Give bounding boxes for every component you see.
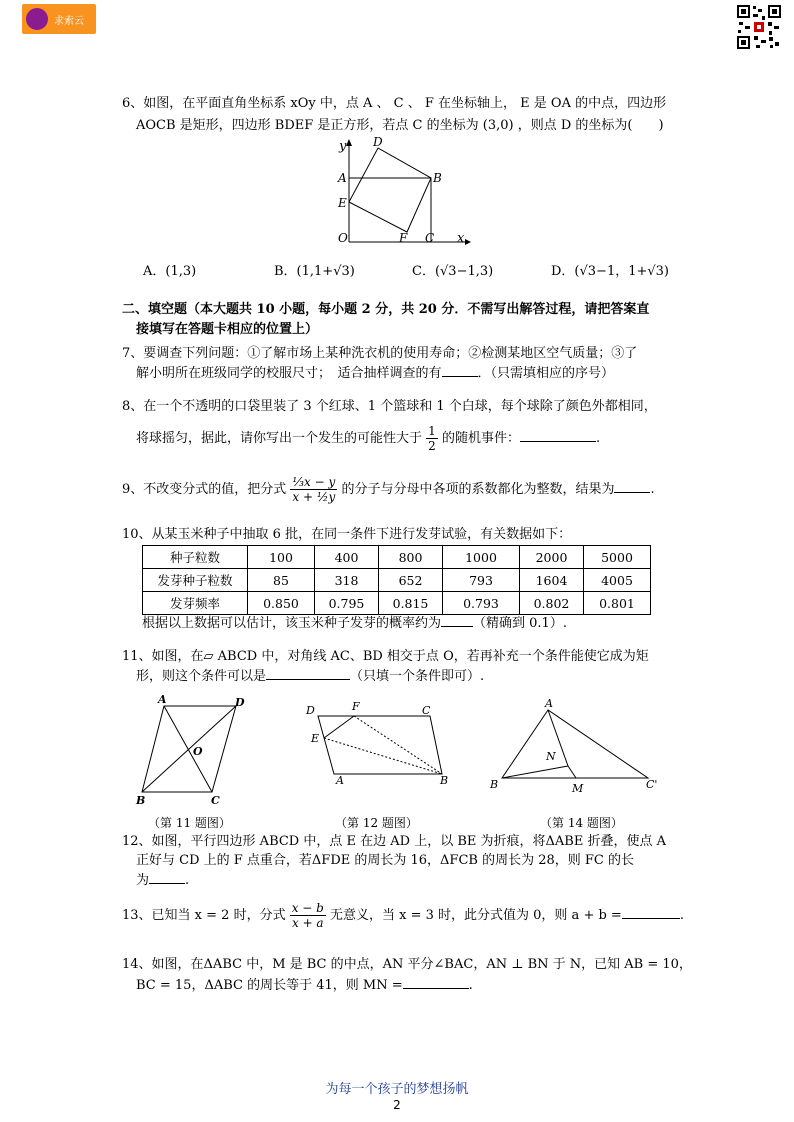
fig11-caption: （第 11 题图） — [148, 816, 231, 830]
svg-text:E: E — [311, 732, 320, 745]
svg-text:B: B — [490, 778, 499, 791]
q6-option-d: D．(√3−1，1+√3) — [551, 264, 670, 279]
q12-line2: 正好与 CD 上的 F 点重合，若ΔFDE 的周长为 16，ΔFCB 的周长为 28，则 FC 的长 — [136, 853, 634, 868]
q10-data-table — [142, 545, 651, 615]
q13-fraction: $\frac{x - b}{x + a}$ — [291, 901, 324, 930]
q14-line1: 14、如图，在ΔABC 中，M 是 BC 的中点，AN 平分∠BAC，AN ⊥ BN 于 N，已知 AB = 10， — [122, 957, 692, 972]
logo-flower-icon — [26, 8, 48, 30]
svg-text:B: B — [440, 774, 449, 787]
svg-text:N: N — [546, 750, 556, 763]
svg-text:B: B — [136, 794, 146, 807]
q7-answer-blank — [442, 364, 478, 377]
q11-line2: 形，则这个条件可以是 （只填一个条件即可）. — [136, 669, 485, 684]
section2-heading-line2: 接填写在答题卡相应的位置上） — [136, 322, 319, 337]
q10-after: 根据以上数据可以估计，该玉米种子发芽的概率约为 （精确到 0.1）. — [142, 616, 567, 631]
q9-line: 9、不改变分式的值，把分式 $\frac{\text{⅓x − y}}{\text{x + ½y}}$ 的分子与分母中各项的系数都化为整数，结果为 . — [122, 475, 655, 504]
table-row: 发芽种子粒数 85 318 652 793 1604 4005 — [143, 569, 651, 592]
footer-slogan: 为每一个孩子的梦想扬帆 — [325, 1082, 469, 1097]
fig6-label-d: D — [373, 135, 383, 149]
fig6-label-o: O — [338, 231, 348, 245]
q6-option-a: A．(1,3) — [143, 264, 197, 279]
svg-text:O: O — [193, 745, 203, 758]
table-row: 发芽频率 0.850 0.795 0.815 0.793 0.802 0.801 — [143, 592, 651, 615]
q7-line2: 解小明所在班级同学的校服尺寸； 适合抽样调查的有 ．（只需填相应的序号） — [136, 366, 615, 381]
fig12-caption: （第 12 题图） — [335, 816, 418, 830]
q8-answer-blank — [520, 429, 596, 442]
svg-text:F: F — [352, 700, 360, 713]
brand-logo — [22, 4, 96, 34]
svg-text:C: C — [211, 794, 220, 807]
q6-option-b: B．(1,1+√3) — [274, 264, 355, 279]
table-row: 种子粒数 100 400 800 1000 2000 5000 — [143, 546, 651, 569]
fig6-label-a: A — [338, 171, 347, 185]
q14-line2: BC = 15，ΔABC 的周长等于 41，则 MN = . — [136, 978, 473, 993]
fig6-label-b: B — [433, 171, 442, 185]
q9-answer-blank — [614, 480, 650, 493]
svg-text:C': C' — [646, 778, 658, 791]
svg-text:C: C — [422, 704, 431, 717]
svg-text:A: A — [545, 697, 553, 710]
q7-line1: 7、要调查下列问题：①了解市场上某种洗衣机的使用寿命；②检测某地区空气质量；③了 — [122, 346, 638, 361]
q13-answer-blank — [622, 906, 680, 919]
fig6-label-e: E — [338, 196, 347, 210]
fig14-caption: （第 14 题图） — [540, 816, 623, 830]
q12-line3: 为 . — [136, 873, 190, 888]
fig6-label-x: x — [457, 231, 465, 246]
q6-option-c: C．(√3−1,3) — [412, 264, 494, 279]
svg-text:M: M — [572, 782, 584, 795]
fig6-label-f: F — [399, 231, 408, 245]
fig6-label-c: C — [425, 231, 435, 245]
q6-line2: AOCB 是矩形，四边形 BDEF 是正方形，若点 C 的坐标为 (3,0) ，则点 D 的坐标为( ) — [136, 118, 664, 133]
svg-text:D: D — [235, 696, 245, 709]
svg-text:A: A — [336, 774, 344, 787]
q8-line1: 8、在一个不透明的口袋里装了 3 个红球、1 个篮球和 1 个白球，每个球除了颜色外都相同， — [122, 399, 657, 414]
q8-fraction: $\frac{1}{2}$ — [428, 424, 436, 453]
q11-answer-blank — [266, 667, 350, 680]
fig14-triangle — [488, 696, 668, 796]
q12-line1: 12、如图，平行四边形 ABCD 中，点 E 在边 AD 上，以 BE 为折痕，将ΔABE 折叠，使点 A — [122, 834, 666, 849]
q9-fraction: $\frac{\text{⅓x − y}}{\text{x + ½y}}$ — [292, 475, 336, 504]
section2-heading-line1: 二、填空题（本大题共 10 小题，每小题 2 分，共 20 分．不需写出解答过程，请把答案直 — [122, 302, 650, 317]
q10-line1: 10、从某玉米种子中抽取 6 批，在同一条件下进行发芽试验，有关数据如下： — [122, 527, 572, 542]
q8-line2: 将球摇匀，据此，请你写出一个发生的可能性大于 $\frac{1}{2}$ 的随机事件： . — [136, 424, 601, 453]
q6-line1: 6、如图，在平面直角坐标系 xOy 中，点 A 、 C 、 F 在坐标轴上， E 是 OA 的中点，四边形 — [122, 96, 667, 111]
q11-line1: 11、如图，在▱ ABCD 中，对角线 AC、BD 相交于点 O，若再补充一个条件能使它成为矩 — [122, 649, 649, 664]
logo-text: 求索云 — [54, 16, 84, 27]
fig12-parallelogram — [300, 698, 460, 788]
q6-figure — [325, 134, 475, 252]
q14-answer-blank — [403, 976, 469, 989]
svg-text:D: D — [306, 704, 315, 717]
fig6-label-y: y — [339, 139, 347, 154]
fig11-parallelogram — [130, 692, 250, 822]
q13-line: 13、已知当 x = 2 时，分式 $\frac{x - b}{x + a}$ 无意义，当 x = 3 时，此分式值为 0，则 a + b = . — [122, 901, 684, 930]
qr-code-icon — [736, 4, 782, 50]
q10-answer-blank — [441, 614, 473, 627]
svg-text:A: A — [158, 693, 167, 706]
page-number: 2 — [393, 1098, 401, 1112]
q12-answer-blank — [149, 871, 185, 884]
